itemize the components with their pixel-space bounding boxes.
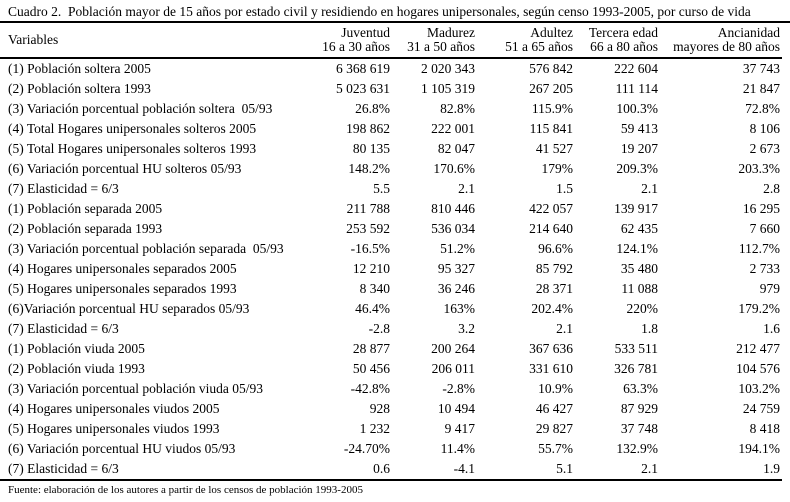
row-value: 37 748 [620,421,658,436]
column-header-madurez [392,23,477,58]
row-variable-label: (7) Elasticidad = 6/3 [8,181,119,196]
row-variable-label: (7) Elasticidad = 6/3 [0,459,305,480]
row-value: 200 264 [431,341,475,356]
row-value: 104 576 [736,361,780,376]
row-value: 1 232 [359,421,390,436]
row-value: 198 862 [346,121,390,136]
table-body [0,58,782,480]
row-variable-label: (1) Población soltera 2005 [8,61,151,76]
table-row [0,199,782,219]
table-row [0,319,782,339]
row-value: 124.1% [616,241,658,256]
row-value: 112.7% [738,241,780,256]
row-value: 1 105 319 [421,81,475,96]
row-value: 533 511 [614,341,658,356]
column-header-group-label: Juventud [341,25,390,40]
column-header-group-label: Madurez [427,25,475,40]
row-value: 63.3% [623,381,658,396]
row-value: 220% [626,301,658,316]
row-value: 59 413 [620,121,658,136]
row-value: -42.8% [350,381,390,396]
row-value: 253 592 [346,221,390,236]
table-row [0,279,782,299]
row-value: 55.7% [538,441,573,456]
row-value: 179.2% [738,301,780,316]
row-value: 1.8 [641,321,658,336]
header-row [0,23,782,58]
row-value: 8 340 [359,281,390,296]
row-value: 96.6% [538,241,573,256]
row-value: 115 841 [529,121,573,136]
table-row [0,219,782,239]
row-value: 41 527 [535,141,573,156]
row-value: 2.1 [556,321,573,336]
row-variable-label: (6) Variación porcentual HU viudos 05/93 [8,441,236,456]
table-row [0,99,782,119]
table-row [0,79,782,99]
row-value: -16.5% [350,241,390,256]
row-value: 222 604 [614,61,658,76]
column-header-age-range: 66 a 80 años [590,39,658,54]
row-value: 148.2% [348,161,390,176]
row-value: 12 210 [352,261,390,276]
row-value: 212 477 [736,341,780,356]
row-value: -4.1 [392,459,477,480]
row-value: 267 205 [529,81,573,96]
row-value: 115.9% [531,101,573,116]
column-header-age-range: 51 a 65 años [505,39,573,54]
source-note: Fuente: elaboración de los autores a partir de los censos de población 1993-2005 [8,484,363,496]
row-value: 100.3% [616,101,658,116]
row-value: 85 792 [535,261,573,276]
row-value: 82 047 [437,141,475,156]
table-row [0,159,782,179]
row-value: 810 446 [431,201,475,216]
row-variable-label: (3) Variación porcentual población viuda 05/93 [8,381,264,396]
row-value: 202.4% [531,301,573,316]
row-value: 37 743 [742,61,780,76]
column-header-age-range: 16 a 30 años [322,39,390,54]
column-header-age-range: mayores de 80 años [673,39,780,54]
row-value: 576 842 [529,61,573,76]
row-value: 2.1 [641,181,658,196]
row-value: 209.3% [616,161,658,176]
row-value: 7 660 [749,221,780,236]
row-variable-label: (1) Población viuda 2005 [8,341,145,356]
row-value: 2.1 [458,181,475,196]
table-row [0,459,782,480]
row-value: 536 034 [431,221,475,236]
row-value: 10.9% [538,381,573,396]
row-value: 179% [541,161,573,176]
row-value: 170.6% [433,161,475,176]
row-value: 111 114 [615,81,658,96]
row-variable-label: (3) Variación porcentual población soltera 05/93 [8,101,273,116]
table-row [0,179,782,199]
row-value: 10 494 [437,401,475,416]
table-row [0,259,782,279]
row-value: 29 827 [535,421,573,436]
row-variable-label: (5) Hogares unipersonales separados 1993 [8,281,237,296]
table-row [0,379,782,399]
row-value: 28 877 [352,341,390,356]
row-value: 62 435 [620,221,658,236]
row-value: 211 788 [346,201,390,216]
row-value: 50 456 [352,361,390,376]
column-header-adultez [477,23,575,58]
row-value: 95 327 [437,261,475,276]
row-value: 8 106 [749,121,780,136]
row-value: 194.1% [738,441,780,456]
row-value: 103.2% [738,381,780,396]
row-value: 46 427 [535,401,573,416]
row-value: 1.5 [556,181,573,196]
column-header-group-label: Tercera edad [588,25,658,40]
table-row [0,239,782,259]
table-row [0,359,782,379]
row-value: 979 [759,281,780,296]
row-value: 928 [369,401,390,416]
row-value: 2.1 [575,459,660,480]
column-header-tercera-edad [575,23,660,58]
row-variable-label: (2) Población separada 1993 [8,221,163,236]
row-value: 87 929 [620,401,658,416]
row-value: 326 781 [614,361,658,376]
table-row [0,299,782,319]
row-value: 9 417 [444,421,475,436]
row-variable-label: (5) Hogares unipersonales viudos 1993 [8,421,220,436]
column-header-group-label: Ancianidad [717,25,780,40]
table-title: Cuadro 2. Población mayor de 15 años por estado civil y residiendo en hogares unipersonales, según censo 1993-2005, por curso de vida [0,0,790,23]
row-value: 422 057 [529,201,573,216]
row-value: 163% [443,301,475,316]
row-value: 35 480 [620,261,658,276]
row-value: 21 847 [742,81,780,96]
row-value: 203.3% [738,161,780,176]
census-data-table [0,23,782,481]
row-value: 16 295 [742,201,780,216]
row-value: 367 636 [529,341,573,356]
row-value: 2 020 343 [421,61,475,76]
variables-column-header: Variables [0,23,305,58]
row-value: 11.4% [440,441,475,456]
row-value: 2.8 [763,181,780,196]
row-value: 5 023 631 [336,81,390,96]
row-value: -24.70% [343,441,390,456]
row-value: 46.4% [355,301,390,316]
row-value: 51.2% [440,241,475,256]
table-row [0,58,782,79]
table-row [0,339,782,359]
row-value: 5.5 [373,181,390,196]
column-header-age-range: 31 a 50 años [407,39,475,54]
table-row [0,119,782,139]
row-value: 6 368 619 [336,61,390,76]
row-value: -2.8 [368,321,390,336]
row-value: 72.8% [745,101,780,116]
row-value: 132.9% [616,441,658,456]
table-row [0,439,782,459]
row-value: 2 733 [749,261,780,276]
table-row [0,419,782,439]
row-value: 0.6 [305,459,392,480]
row-value: 82.8% [440,101,475,116]
column-header-juventud [305,23,392,58]
row-value: 1.6 [763,321,780,336]
row-value: 24 759 [742,401,780,416]
row-value: -2.8% [442,381,475,396]
row-variable-label: (1) Población separada 2005 [8,201,163,216]
row-variable-label: (7) Elasticidad = 6/3 [8,321,119,336]
row-value: 11 088 [621,281,658,296]
row-variable-label: (3) Variación porcentual población separada 05/93 [8,241,284,256]
table-row [0,139,782,159]
row-variable-label: (6)Variación porcentual HU separados 05/93 [8,301,250,316]
row-variable-label: (6) Variación porcentual HU solteros 05/93 [8,161,242,176]
table-row [0,399,782,419]
column-header-ancianidad [660,23,782,58]
row-variable-label: (4) Total Hogares unipersonales solteros 2005 [8,121,257,136]
row-variable-label: (4) Hogares unipersonales viudos 2005 [8,401,220,416]
row-value: 80 135 [352,141,390,156]
row-value: 26.8% [355,101,390,116]
row-value: 2 673 [749,141,780,156]
row-value: 36 246 [437,281,475,296]
row-value: 206 011 [431,361,475,376]
row-value: 214 640 [529,221,573,236]
row-value: 139 917 [614,201,658,216]
row-variable-label: (2) Población soltera 1993 [8,81,151,96]
row-variable-label: (4) Hogares unipersonales separados 2005 [8,261,237,276]
row-value: 222 001 [431,121,475,136]
row-value: 8 418 [749,421,780,436]
row-value: 5.1 [477,459,575,480]
column-header-group-label: Adultez [530,25,573,40]
row-value: 3.2 [458,321,475,336]
row-variable-label: (2) Población viuda 1993 [8,361,145,376]
row-value: 28 371 [535,281,573,296]
row-variable-label: (5) Total Hogares unipersonales solteros 1993 [8,141,257,156]
row-value: 1.9 [660,459,782,480]
row-value: 19 207 [620,141,658,156]
row-value: 331 610 [529,361,573,376]
